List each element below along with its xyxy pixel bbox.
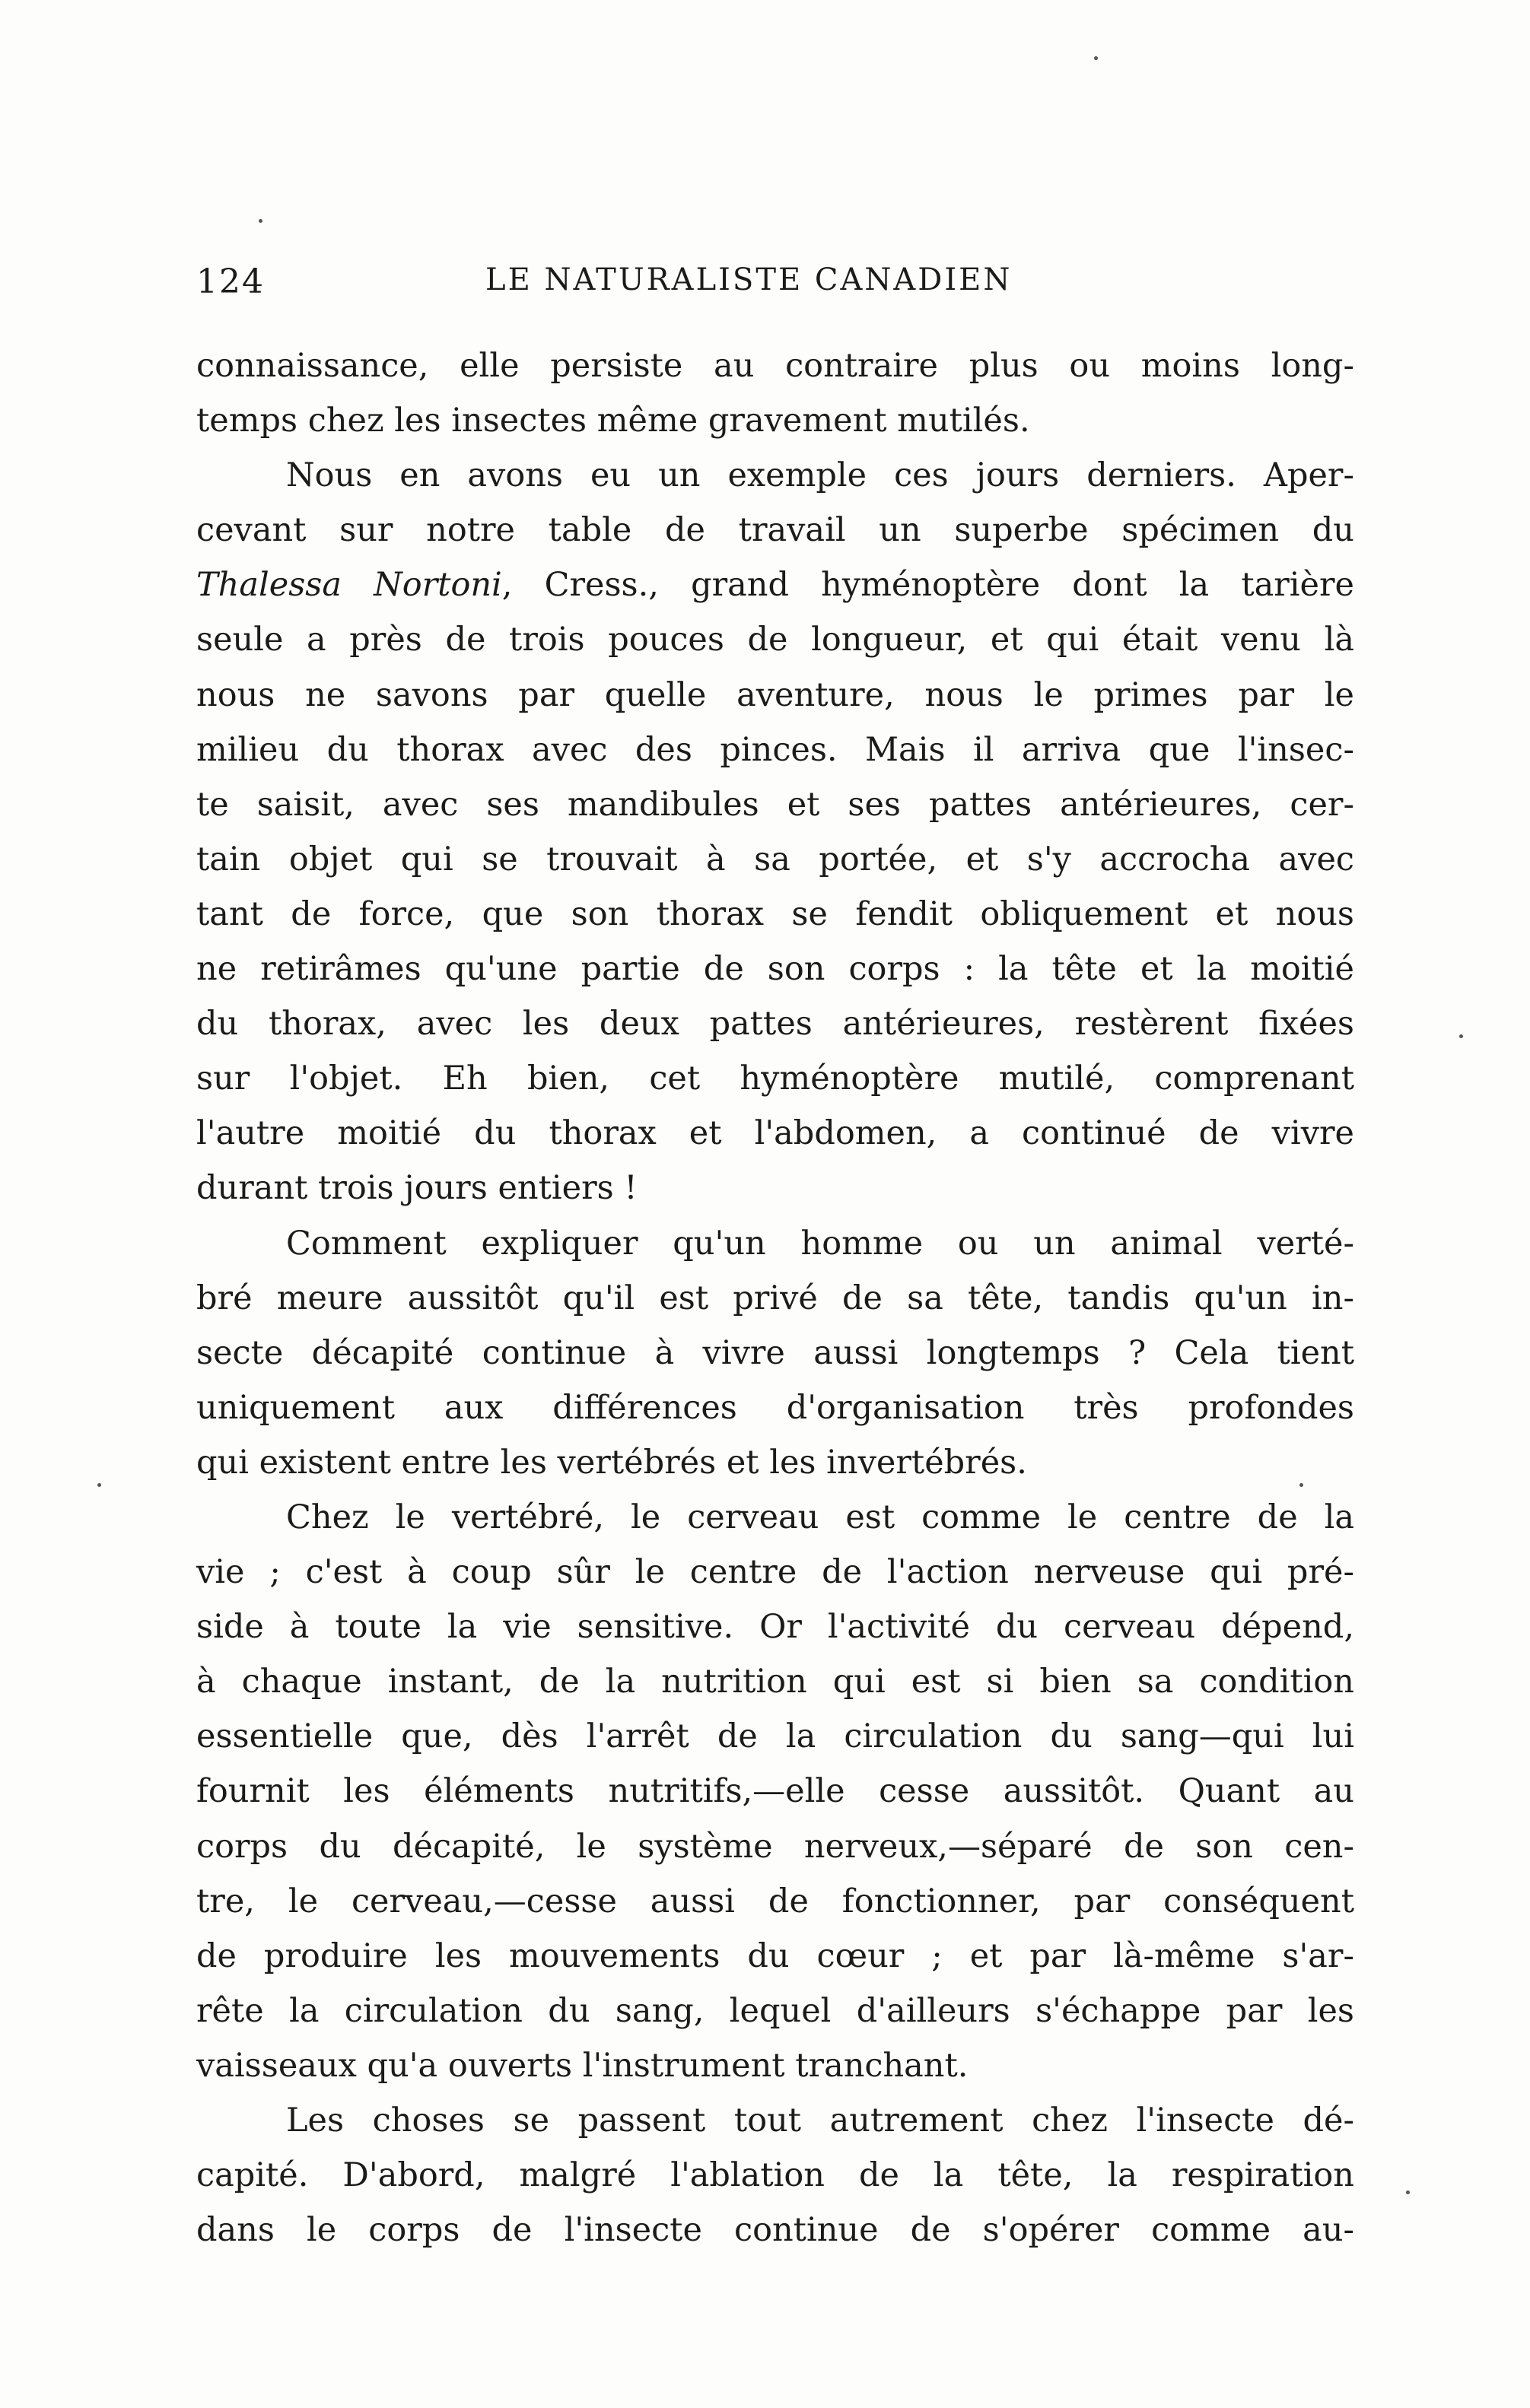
- text-line: te saisit, avec ses mandibules et ses pattes antérieures, cer-: [196, 785, 1354, 824]
- text-line: rête la circulation du sang, lequel d'ailleurs s'échappe par les: [196, 1991, 1354, 2030]
- text-line: seule a près de trois pouces de longueur, et qui était venu là: [196, 621, 1354, 659]
- text-line: qui existent entre les vertébrés et les invertébrés.: [196, 1443, 1027, 1482]
- scan-speck: [1459, 1034, 1463, 1038]
- running-title: LE NATURALISTE CANADIEN: [485, 262, 1013, 297]
- page-number: 124: [196, 262, 265, 301]
- text-line: du thorax, avec les deux pattes antérieures, restèrent fixées: [196, 1005, 1354, 1044]
- text-line: dans le corps de l'insecte continue de s'opérer comme au-: [196, 2211, 1354, 2250]
- text-line: tain objet qui se trouvait à sa portée, et s'y accrocha avec: [196, 840, 1354, 878]
- text-line: à chaque instant, de la nutrition qui est si bien sa condition: [196, 1663, 1354, 1701]
- text-line: fournit les éléments nutritifs,—elle cesse aussitôt. Quant au: [196, 1772, 1354, 1811]
- text-line: l'autre moitié du thorax et l'abdomen, a continué de vivre: [196, 1114, 1354, 1153]
- text-line: tre, le cerveau,—cesse aussi de fonctionner, par conséquent: [196, 1882, 1354, 1920]
- text-line: Comment expliquer qu'un homme ou un animal verté-: [286, 1224, 1354, 1263]
- scan-speck: [1406, 2190, 1410, 2194]
- text-line: corps du décapité, le système nerveux,—séparé de son cen-: [196, 1827, 1354, 1866]
- text-span: , Cress., grand hyménoptère dont la tarière: [501, 566, 1354, 605]
- text-line: durant trois jours entiers !: [196, 1169, 638, 1208]
- text-line: bré meure aussitôt qu'il est privé de sa tête, tandis qu'un in-: [196, 1279, 1354, 1317]
- text-line: nous ne savons par quelle aventure, nous le primes par le: [196, 675, 1354, 714]
- text-line: vie ; c'est à coup sûr le centre de l'action nerveuse qui pré-: [196, 1553, 1354, 1592]
- text-line: milieu du thorax avec des pinces. Mais il arriva que l'insec-: [196, 730, 1354, 769]
- page-header: [196, 262, 1354, 323]
- text-line: sur l'objet. Eh bien, cet hyménoptère mutilé, comprenant: [196, 1059, 1354, 1098]
- text-line: connaissance, elle persiste au contraire plus ou moins long-: [196, 347, 1354, 385]
- scan-speck: [1299, 1483, 1303, 1487]
- text-line: Les choses se passent tout autrement chez l'insecte dé-: [286, 2101, 1354, 2140]
- text-line: temps chez les insectes même gravement mutilés.: [196, 402, 1030, 440]
- text-line: uniquement aux différences d'organisation très profondes: [196, 1388, 1354, 1427]
- scan-speck: [1094, 56, 1098, 60]
- text-line: vaisseaux qu'a ouverts l'instrument tranchant.: [196, 2046, 969, 2085]
- text-line: cevant sur notre table de travail un superbe spécimen du: [196, 511, 1354, 550]
- body-text: [196, 338, 1354, 2257]
- scan-speck: [259, 219, 262, 223]
- text-line: essentielle que, dès l'arrêt de la circulation du sang—qui lui: [196, 1717, 1354, 1756]
- text-line: Chez le vertébré, le cerveau est comme le centre de la: [286, 1498, 1354, 1536]
- text-line: ne retirâmes qu'une partie de son corps : la tête et la moitié: [196, 950, 1354, 989]
- text-line: de produire les mouvements du cœur ; et par là-même s'ar-: [196, 1936, 1354, 1975]
- text-line: Nous en avons eu un exemple ces jours derniers. Aper-: [286, 456, 1354, 495]
- text-line: tant de force, que son thorax se fendit obliquement et nous: [196, 894, 1354, 933]
- scan-speck: [97, 1483, 101, 1487]
- text-line: secte décapité continue à vivre aussi longtemps ? Cela tient: [196, 1333, 1354, 1372]
- text-line: [196, 558, 1354, 612]
- text-line: side à toute la vie sensitive. Or l'activité du cerveau dépend,: [196, 1608, 1354, 1647]
- text-line: capité. D'abord, malgré l'ablation de la tête, la respiration: [196, 2156, 1354, 2195]
- species-name: Thalessa Nortoni: [196, 566, 502, 605]
